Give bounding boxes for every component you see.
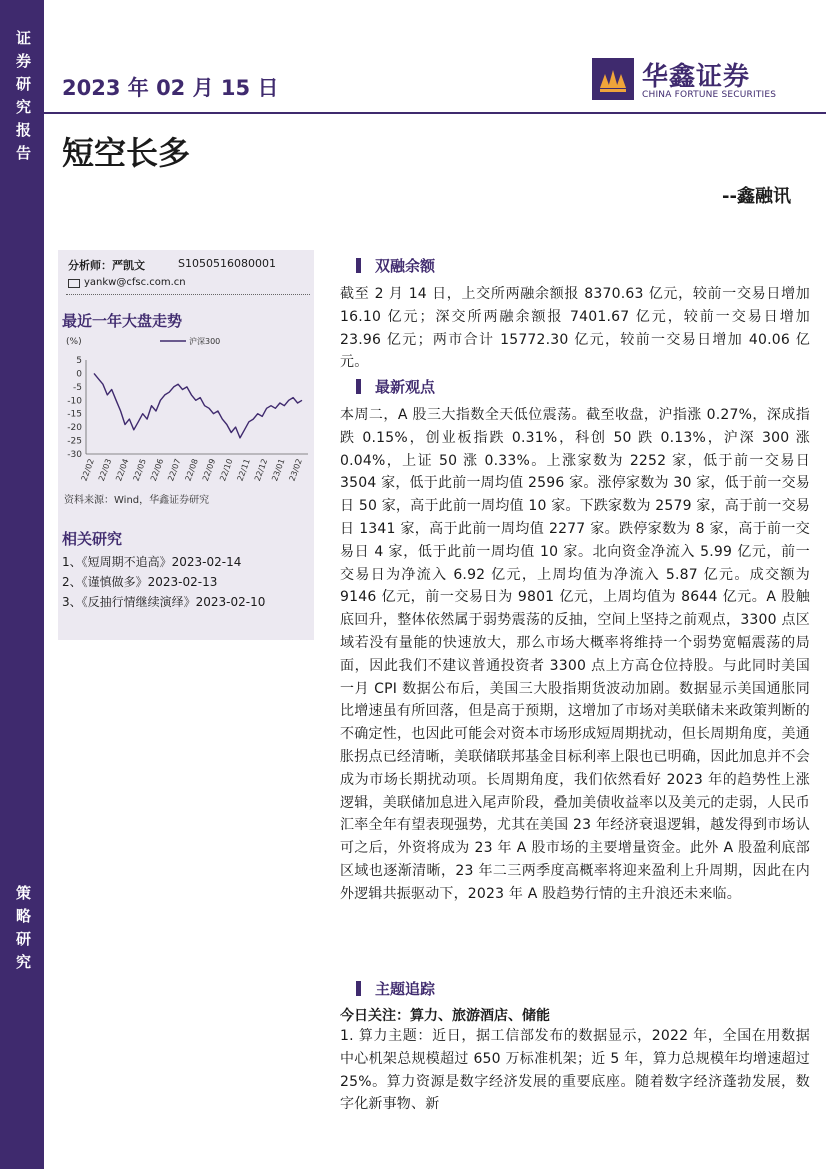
sidebar-report-type: 证券研究报告 xyxy=(14,30,32,168)
report-date: 2023 年 02 月 15 日 xyxy=(62,76,279,100)
section-heading-theme: 主题追踪 xyxy=(356,978,435,999)
analyst-name: 分析师：严凯文 xyxy=(68,259,145,272)
y-tick-label: 5 xyxy=(76,356,82,366)
logo-chinese-name: 华鑫证券 xyxy=(642,62,751,92)
related-research-heading: 相关研究 xyxy=(62,530,123,548)
divider xyxy=(66,294,310,295)
related-item[interactable]: 3、《反抽行情继续演绎》2023-02-10 xyxy=(62,595,266,609)
chart-heading: 最近一年大盘走势 xyxy=(62,312,183,330)
x-tick-label: 22/02 xyxy=(79,457,96,483)
y-tick-label: -5 xyxy=(73,382,82,393)
company-logo xyxy=(592,52,792,108)
section-heading-view: 最新观点 xyxy=(356,376,435,397)
heading-bar-icon xyxy=(356,379,361,394)
x-tick-label: 22/12 xyxy=(252,457,270,483)
x-tick-label: 22/08 xyxy=(183,457,200,483)
report-subtitle: --鑫融讯 xyxy=(722,186,791,207)
view-paragraph: 本周二，A 股三大指数全天低位震荡。截至收盘，沪指涨 0.27%，深成指跌 0.15%，创业板指跌 0.31%，科创 50 跌 0.13%，沪深 300 涨 0.04%，上证 50 涨 0.33%。上涨家数为 2252 家，低于前一交易日 3504 家，低于此前一周均值 2596 家。涨停家数为 30 家，低于前一交易日 50 家，高于此前一周均值 10 家。下跌家数为 2579 家，高于前一交易日 1341 家，高于此前一周均值 2277 家。跌停家数为 8 家，高于前一交易日 4 家，低于此前一周均值 10 家。北向资金净流入 5.99 亿元，前一交易日为净流入 6.92 亿元，上周均值为净流入 5.87 亿元。成交额为 9146 亿元，前一交易日为 9801 亿元，上周均值为 8644 亿元。A 股触底回升，整体依然属于弱势震荡的反抽，空间上坚持之前观点，3300 点区域若没有量能的快速放大，那么市场大概率将维持一个弱势宽幅震荡的局面，因此我们不建议普通投资者 3300 点上方高仓位持股。与此同时美国一月 CPI 数据公布后，美国三大股指期货波动加剧。数据显示美国通胀同比增速虽有所回落，但是高于预期，这增加了市场对美联储未来政策判断的不确定性，也因此可能会对资本市场形成短周期扰动，但长周期角度，美通胀拐点已经清晰，美联储联邦基金目标利率上限也已明确，因此加息并不会成为市场长期扰动项。长周期角度，我们依然看好 2023 年的趋势性上涨逻辑，美联储加息进入尾声阶段，叠加美债收益率以及美元的走弱，人民币汇率全年有望表现强势，尤其在美国 23 年经济衰退逻辑，越发得到市场认可之后，外资将成为 23 年 A 股市场的主要增量资金。此外 A 股盈利底部区域也逐渐清晰，23 年二三两季度高概率将迎来盈利上升周期，因此在内外逻辑共振驱动下，2023 年 A 股趋势行情的主升浪还未来临。 xyxy=(340,407,810,902)
x-tick-label: 22/04 xyxy=(114,457,131,483)
legend-label: 沪深300 xyxy=(189,337,221,346)
email-icon xyxy=(68,279,80,288)
analyst-cert-number: S1050516080001 xyxy=(178,257,276,270)
y-tick-label: -10 xyxy=(67,396,82,407)
x-tick-label: 22/10 xyxy=(218,457,235,483)
today-focus: 今日关注：算力、旅游酒店、储能 xyxy=(340,1008,550,1024)
sidebar xyxy=(0,0,44,1169)
related-item[interactable]: 2、《谨慎做多》2023-02-13 xyxy=(62,575,218,589)
index-trend-chart xyxy=(60,330,312,490)
x-tick-label: 22/11 xyxy=(235,457,252,483)
x-tick-label: 23/02 xyxy=(287,457,304,483)
analyst-email: yankw@cfsc.com.cn xyxy=(84,277,186,288)
header-divider xyxy=(44,112,826,114)
x-tick-label: 22/03 xyxy=(96,457,114,483)
theme-paragraph: 1. 算力主题：近日，据工信部发布的数据显示，2022 年，全国在用数据中心机架总规模超过 650 万标准机架；近 5 年，算力总规模年均增速超过 25%。算力资源是数字经济发展的重要底座。随着数字经济蓬勃发展，数字化新事物、新 xyxy=(340,1028,810,1113)
y-tick-label: 0 xyxy=(76,369,82,380)
x-tick-label: 22/05 xyxy=(131,457,148,483)
y-tick-label: -30 xyxy=(67,450,82,460)
heading-bar-icon xyxy=(356,981,361,996)
series-line-hs300 xyxy=(94,373,302,438)
y-tick-label: -15 xyxy=(67,409,82,420)
x-tick-label: 22/06 xyxy=(148,457,166,483)
y-axis-unit: (%) xyxy=(66,337,82,347)
section-heading-margin: 双融余额 xyxy=(356,255,435,276)
margin-paragraph: 截至 2 月 14 日，上交所两融余额报 8370.63 亿元，较前一交易日增加 16.10 亿元；深交所两融余额报 7401.67 亿元，较前一交易日增加 23.96 亿元；两市合计 15772.30 亿元，较前一交易日增加 40.06 亿元。 xyxy=(340,286,810,371)
x-tick-label: 22/07 xyxy=(166,457,183,483)
related-research-list xyxy=(62,552,307,612)
x-tick-label: 22/09 xyxy=(200,457,218,483)
report-title: 短空长多 xyxy=(62,134,191,172)
logo-emblem-icon xyxy=(592,58,634,100)
y-tick-label: -25 xyxy=(67,436,82,447)
sidebar-category: 策略研究 xyxy=(14,885,32,977)
logo-english-name: CHINA FORTUNE SECURITIES xyxy=(642,90,777,100)
chart-source: 资料来源：Wind，华鑫证券研究 xyxy=(64,495,210,506)
y-tick-label: -20 xyxy=(67,423,82,434)
heading-bar-icon xyxy=(356,258,361,273)
x-tick-label: 23/01 xyxy=(270,457,287,483)
related-item[interactable]: 1、《短周期不追高》2023-02-14 xyxy=(62,555,242,569)
